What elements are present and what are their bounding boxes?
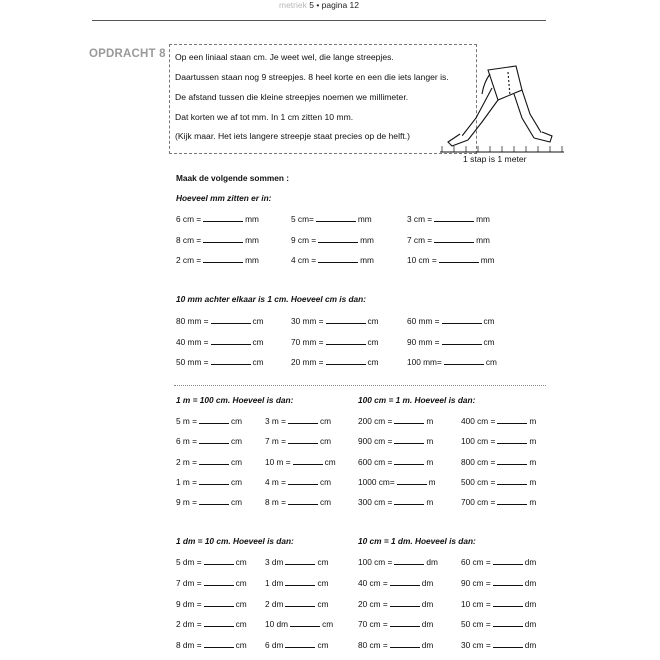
exercise-item xyxy=(176,598,247,610)
exercise-prompt: 5 m = xyxy=(176,416,197,426)
exercise-prompt: 50 mm = xyxy=(176,357,209,367)
answer-blank[interactable] xyxy=(390,577,420,586)
exercise-item xyxy=(461,435,536,447)
unit-label: mm xyxy=(360,255,374,265)
exercise-item xyxy=(265,598,329,610)
unit-label: cm xyxy=(367,316,379,326)
answer-blank[interactable] xyxy=(497,435,527,444)
unit-label: cm xyxy=(230,456,243,467)
unit-label: cm xyxy=(322,619,334,630)
unit-label: m xyxy=(426,416,434,426)
exercise-prompt: 10 cm = xyxy=(461,598,491,609)
exercise-prompt: 70 mm = xyxy=(291,336,324,347)
section-heading: Hoeveel mm zitten er in: xyxy=(176,193,272,203)
unit-label: dm xyxy=(421,619,434,630)
header-section: metriek xyxy=(278,0,307,10)
answer-blank[interactable] xyxy=(434,234,474,243)
exercise-prompt: 7 m = xyxy=(265,436,286,447)
answer-blank[interactable] xyxy=(293,456,323,465)
section-heading: 1 m = 100 cm. Hoeveel is dan: xyxy=(176,395,294,405)
instruction: Maak de volgende sommen : xyxy=(176,173,289,183)
exercise-prompt: 30 cm = xyxy=(461,640,491,651)
unit-label: m xyxy=(426,436,434,447)
answer-blank[interactable] xyxy=(199,435,229,444)
answer-blank[interactable] xyxy=(497,415,527,424)
exercise-prompt: 3 dm xyxy=(265,557,284,567)
section-heading: 10 mm achter elkaar is 1 cm. Hoeveel cm is dan: xyxy=(176,294,367,304)
answer-blank[interactable] xyxy=(442,336,482,345)
exercise-item xyxy=(407,356,497,368)
exercise-prompt: 300 cm = xyxy=(358,497,393,508)
answer-blank[interactable] xyxy=(290,618,320,627)
unit-label: cm xyxy=(235,557,247,567)
exercise-item xyxy=(461,556,536,568)
unit-label: cm xyxy=(235,640,247,651)
exercise-item xyxy=(358,476,436,488)
exercise-prompt: 100 cm = xyxy=(461,436,496,447)
answer-blank[interactable] xyxy=(326,315,366,324)
answer-blank[interactable] xyxy=(204,618,234,627)
exercise-item xyxy=(176,254,259,266)
answer-blank[interactable] xyxy=(497,456,527,465)
exercise-prompt: 900 cm = xyxy=(358,436,393,447)
unit-label: dm xyxy=(421,640,434,651)
answer-blank[interactable] xyxy=(326,336,366,345)
exercise-item xyxy=(176,234,259,246)
exercise-item xyxy=(461,639,536,651)
exercise-item xyxy=(461,415,536,427)
exercise-item xyxy=(265,476,331,488)
answer-blank[interactable] xyxy=(288,496,318,505)
unit-label: cm xyxy=(235,619,247,630)
answer-blank[interactable] xyxy=(203,213,243,222)
exercise-item xyxy=(176,476,242,488)
exercise-item xyxy=(176,356,264,368)
exercise-item xyxy=(461,476,536,488)
exercise-prompt: 7 cm = xyxy=(407,234,433,245)
page-header xyxy=(92,0,546,10)
exercise-prompt: 90 mm = xyxy=(407,336,440,347)
exercise-item xyxy=(265,435,331,447)
answer-blank[interactable] xyxy=(211,336,251,345)
exercise-prompt: 40 cm = xyxy=(358,577,388,588)
unit-label: dm xyxy=(524,577,537,588)
exercise-prompt: 8 cm = xyxy=(176,234,202,245)
exercise-item xyxy=(176,213,259,225)
unit-label: cm xyxy=(319,476,332,487)
unit-label: cm xyxy=(317,640,329,651)
answer-blank[interactable] xyxy=(211,356,251,365)
answer-blank[interactable] xyxy=(439,254,479,263)
exercise-item xyxy=(176,639,247,651)
exercise-item xyxy=(291,254,374,266)
unit-label: dm xyxy=(524,640,537,651)
answer-blank[interactable] xyxy=(394,415,424,424)
exercise-prompt: 2 dm = xyxy=(176,619,202,630)
exercise-item xyxy=(265,556,329,568)
answer-blank[interactable] xyxy=(203,234,243,243)
unit-label: dm xyxy=(524,557,537,567)
unit-label: dm xyxy=(426,557,438,567)
exercise-prompt: 80 cm = xyxy=(358,640,388,651)
exercise-prompt: 4 cm = xyxy=(291,255,317,265)
answer-blank[interactable] xyxy=(394,456,424,465)
exercise-prompt: 8 m = xyxy=(265,497,286,508)
exercise-prompt: 60 mm = xyxy=(407,316,440,326)
intro-line: Dat korten we af tot mm. In 1 cm zitten 10 mm. xyxy=(175,112,354,122)
answer-blank[interactable] xyxy=(318,234,358,243)
section-heading: 1 dm = 10 cm. Hoeveel is dan: xyxy=(176,536,294,546)
answer-blank[interactable] xyxy=(493,598,523,607)
exercise-prompt: 10 m = xyxy=(265,456,291,467)
unit-label: dm xyxy=(421,577,434,588)
exercise-item xyxy=(461,496,536,508)
exercise-item xyxy=(358,456,433,468)
header-divider xyxy=(92,20,546,21)
exercise-item xyxy=(265,496,331,508)
exercise-prompt: 20 mm = xyxy=(291,357,324,367)
intro-line: Op een liniaal staan cm. Je weet wel, die lange streepjes. xyxy=(175,52,394,62)
unit-label: cm xyxy=(483,316,495,326)
unit-label: m xyxy=(428,476,436,487)
answer-blank[interactable] xyxy=(204,556,234,565)
answer-blank[interactable] xyxy=(285,598,315,607)
walking-legs-illustration xyxy=(438,60,566,156)
exercise-prompt: 10 dm xyxy=(265,619,289,630)
unit-label: m xyxy=(426,497,434,508)
exercise-item xyxy=(291,234,374,246)
exercise-prompt: 100 cm = xyxy=(358,557,393,567)
answer-blank[interactable] xyxy=(394,496,424,505)
exercise-prompt: 4 m = xyxy=(265,476,286,487)
answer-blank[interactable] xyxy=(397,476,427,485)
answer-blank[interactable] xyxy=(497,496,527,505)
unit-label: cm xyxy=(252,357,264,367)
exercise-item xyxy=(358,435,433,447)
unit-label: mm xyxy=(480,255,495,265)
answer-blank[interactable] xyxy=(434,213,474,222)
answer-blank[interactable] xyxy=(204,639,234,648)
exercise-prompt: 500 cm = xyxy=(461,476,496,487)
answer-blank[interactable] xyxy=(211,315,251,324)
exercise-prompt: 2 m = xyxy=(176,456,197,467)
answer-blank[interactable] xyxy=(285,556,315,565)
answer-blank[interactable] xyxy=(394,556,424,565)
unit-label: cm xyxy=(319,497,332,508)
intro-line: (Kijk maar. Het iets langere streepje staat precies op de helft.) xyxy=(175,131,411,141)
exercise-item xyxy=(407,254,495,266)
unit-label: cm xyxy=(230,497,243,508)
dotted-divider xyxy=(174,385,546,386)
unit-label: mm xyxy=(245,234,259,245)
unit-label: cm xyxy=(252,336,264,347)
unit-label: m xyxy=(529,436,537,447)
exercise-item xyxy=(461,598,536,610)
exercise-item xyxy=(176,556,247,568)
exercise-item xyxy=(265,577,329,589)
unit-label: cm xyxy=(483,336,495,347)
answer-blank[interactable] xyxy=(318,254,358,263)
answer-blank[interactable] xyxy=(288,435,318,444)
unit-label: dm xyxy=(524,598,537,609)
exercise-item xyxy=(265,456,336,468)
answer-blank[interactable] xyxy=(394,435,424,444)
answer-blank[interactable] xyxy=(203,254,243,263)
unit-label: cm xyxy=(317,557,329,567)
answer-blank[interactable] xyxy=(199,456,229,465)
exercise-prompt: 200 cm = xyxy=(358,416,393,426)
answer-blank[interactable] xyxy=(199,496,229,505)
illustration-caption: 1 stap is 1 meter xyxy=(463,154,527,164)
intro-line: Daartussen staan nog 9 streepjes. 8 heel korte en een die iets langer is. xyxy=(175,72,449,82)
exercise-item xyxy=(358,577,433,589)
unit-label: cm xyxy=(235,577,247,588)
exercise-item xyxy=(176,415,242,427)
unit-label: cm xyxy=(324,456,336,467)
unit-label: cm xyxy=(319,416,332,426)
answer-blank[interactable] xyxy=(199,476,229,485)
unit-label: cm xyxy=(367,357,379,367)
answer-blank[interactable] xyxy=(444,356,484,365)
unit-label: cm xyxy=(230,416,243,426)
exercise-item xyxy=(176,456,242,468)
answer-blank[interactable] xyxy=(390,618,420,627)
exercise-item xyxy=(176,577,247,589)
unit-label: mm xyxy=(476,214,490,224)
answer-blank[interactable] xyxy=(442,315,482,324)
exercise-item xyxy=(291,356,379,368)
exercise-prompt: 7 dm = xyxy=(176,577,202,588)
exercise-item xyxy=(461,618,536,630)
exercise-prompt: 40 mm = xyxy=(176,336,209,347)
exercise-prompt: 600 cm = xyxy=(358,456,393,467)
unit-label: cm xyxy=(235,598,247,609)
exercise-item xyxy=(176,618,247,630)
answer-blank[interactable] xyxy=(316,213,356,222)
exercise-item xyxy=(461,577,536,589)
exercise-prompt: 80 mm = xyxy=(176,316,209,326)
answer-blank[interactable] xyxy=(326,356,366,365)
exercise-prompt: 1 dm xyxy=(265,577,284,588)
exercise-prompt: 9 m = xyxy=(176,497,197,508)
exercise-prompt: 10 cm = xyxy=(407,255,437,265)
exercise-prompt: 60 cm = xyxy=(461,557,491,567)
exercise-prompt: 20 cm = xyxy=(358,598,388,609)
unit-label: mm xyxy=(360,234,374,245)
unit-label: cm xyxy=(317,577,329,588)
answer-blank[interactable] xyxy=(493,639,523,648)
exercise-item xyxy=(407,213,490,225)
exercise-prompt: 6 dm xyxy=(265,640,284,651)
answer-blank[interactable] xyxy=(199,415,229,424)
answer-blank[interactable] xyxy=(493,618,523,627)
intro-line: De afstand tussen die kleine streepjes noemen we millimeter. xyxy=(175,92,409,102)
exercise-prompt: 3 m = xyxy=(265,416,286,426)
exercise-prompt: 9 dm = xyxy=(176,598,202,609)
section-heading: 10 cm = 1 dm. Hoeveel is dan: xyxy=(358,536,476,546)
exercise-prompt: 6 m = xyxy=(176,436,197,447)
answer-blank[interactable] xyxy=(493,556,523,565)
exercise-prompt: 700 cm = xyxy=(461,497,496,508)
exercise-prompt: 2 dm xyxy=(265,598,284,609)
exercise-prompt: 5 cm= xyxy=(291,214,314,224)
exercise-prompt: 6 cm = xyxy=(176,214,202,224)
exercise-item xyxy=(461,456,536,468)
unit-label: cm xyxy=(230,436,243,447)
answer-blank[interactable] xyxy=(390,598,420,607)
unit-label: mm xyxy=(245,214,259,224)
section-heading: 100 cm = 1 m. Hoeveel is dan: xyxy=(358,395,476,405)
exercise-prompt: 1 m = xyxy=(176,476,197,487)
unit-label: cm xyxy=(319,436,332,447)
unit-label: cm xyxy=(230,476,243,487)
unit-label: mm xyxy=(357,214,372,224)
exercise-item xyxy=(291,336,379,348)
answer-blank[interactable] xyxy=(493,577,523,586)
unit-label: cm xyxy=(317,598,329,609)
exercise-item xyxy=(358,415,433,427)
exercise-item xyxy=(176,336,264,348)
exercise-prompt: 90 cm = xyxy=(461,577,491,588)
exercise-prompt: 2 cm = xyxy=(176,255,202,265)
exercise-prompt: 30 mm = xyxy=(291,316,324,326)
answer-blank[interactable] xyxy=(285,577,315,586)
answer-blank[interactable] xyxy=(497,476,527,485)
exercise-item xyxy=(358,556,438,568)
answer-blank[interactable] xyxy=(204,598,234,607)
unit-label: cm xyxy=(252,316,264,326)
unit-label: m xyxy=(529,476,537,487)
exercise-prompt: 8 dm = xyxy=(176,640,202,651)
exercise-item xyxy=(176,315,264,327)
unit-label: m xyxy=(529,456,537,467)
exercise-prompt: 9 cm = xyxy=(291,234,317,245)
unit-label: m xyxy=(529,497,537,508)
answer-blank[interactable] xyxy=(288,415,318,424)
unit-label: dm xyxy=(524,619,537,630)
exercise-item xyxy=(358,639,433,651)
exercise-prompt: 70 cm = xyxy=(358,619,388,630)
unit-label: mm xyxy=(245,255,259,265)
exercise-item xyxy=(291,213,372,225)
unit-label: dm xyxy=(421,598,434,609)
exercise-item xyxy=(407,234,490,246)
unit-label: m xyxy=(426,456,434,467)
unit-label: mm xyxy=(476,234,490,245)
answer-blank[interactable] xyxy=(204,577,234,586)
exercise-item xyxy=(176,496,242,508)
unit-label: cm xyxy=(367,336,379,347)
exercise-item xyxy=(358,496,433,508)
exercise-prompt: 3 cm = xyxy=(407,214,433,224)
answer-blank[interactable] xyxy=(390,639,420,648)
exercise-label: OPDRACHT 8 xyxy=(89,48,166,60)
unit-label: m xyxy=(529,416,537,426)
exercise-prompt: 1000 cm= xyxy=(358,476,395,487)
exercise-item xyxy=(265,618,333,630)
exercise-prompt: 100 mm= xyxy=(407,357,442,367)
exercise-prompt: 50 cm = xyxy=(461,619,491,630)
exercise-item xyxy=(358,618,433,630)
exercise-item xyxy=(407,315,495,327)
exercise-prompt: 5 dm = xyxy=(176,557,202,567)
exercise-item xyxy=(291,315,379,327)
exercise-item xyxy=(358,598,433,610)
answer-blank[interactable] xyxy=(288,476,318,485)
exercise-item xyxy=(407,336,495,348)
exercise-item xyxy=(265,639,329,651)
exercise-item xyxy=(176,435,242,447)
exercise-prompt: 800 cm = xyxy=(461,456,496,467)
exercise-prompt: 400 cm = xyxy=(461,416,496,426)
header-page: 5 • pagina 12 xyxy=(309,0,360,10)
unit-label: cm xyxy=(485,357,497,367)
exercise-item xyxy=(265,415,331,427)
answer-blank[interactable] xyxy=(285,639,315,648)
